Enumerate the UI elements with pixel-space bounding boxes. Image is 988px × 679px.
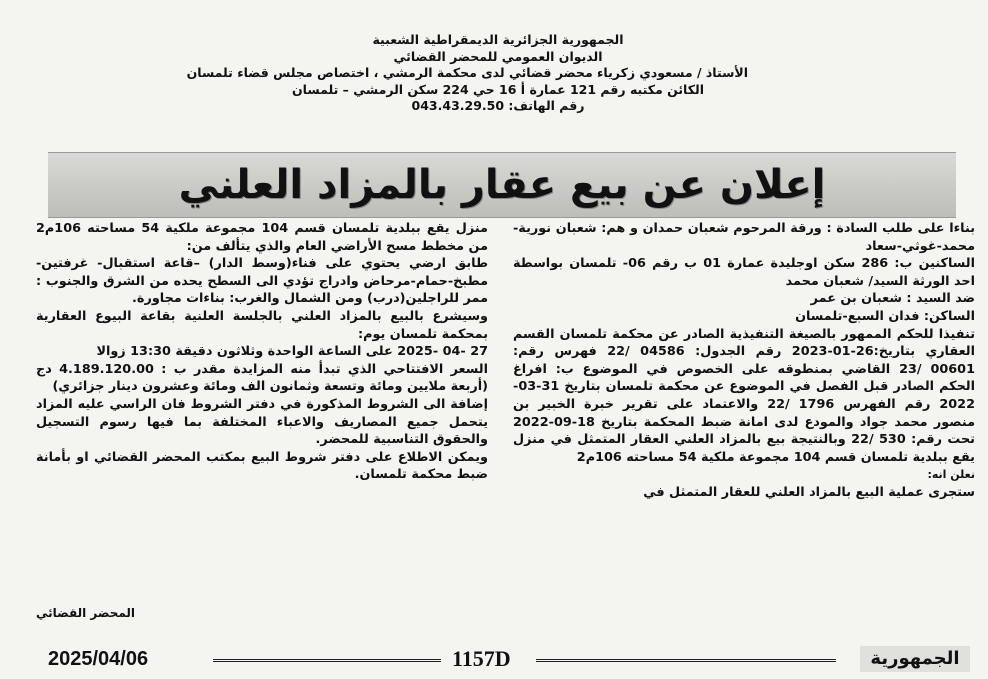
paragraph: طابق ارضي يحتوي على فناء(وسط الدار) –قاعة استقبال- غرفتين-مطبخ-حمام-مرحاض وادراج تؤدي الى السطح يحده من الشرق والجنوب : ممر للراجلين(درب) ومن الشمال والغرب: بناءات مجاورة. bbox=[36, 256, 488, 307]
signature: المحضر القضائي bbox=[36, 606, 136, 620]
notice-title: إعلان عن بيع عقار بالمزاد العلني bbox=[178, 162, 826, 208]
paragraph: ويمكن الاطلاع على دفتر شروط البيع بمكتب المحضر القضائي او بأمانة ضبط محكمة تلمسان. bbox=[36, 449, 488, 483]
header-address: الكائن مكتبه رقم 121 عمارة أ 16 حي 224 سكن الرمشي – تلمسان bbox=[292, 81, 704, 97]
paragraph: الساكنين ب: 286 سكن اوجليدة عمارة 01 ب رقم 06- تلمسان بواسطة احد الورثة السيد/ شعبان محمد bbox=[513, 256, 975, 289]
footer-rule bbox=[536, 659, 836, 662]
paragraph: إضافة الى الشروط المذكورة في دفتر الشروط فان الراسي عليه المزاد يتحمل جميع المصاريف والاعباء المختلفة بما فيها رسوم التسجيل والحقوق التناسبية للمحضر. bbox=[36, 396, 488, 448]
notice-header bbox=[186, 32, 748, 115]
header-phone: رقم الهاتف: 043.43.29.50 bbox=[411, 98, 585, 113]
legal-notice-page bbox=[8, 4, 980, 675]
left-column bbox=[36, 220, 488, 484]
paragraph: الساكن: فدان السبع-تلمسان bbox=[795, 308, 975, 324]
footer-page-number: 1157D bbox=[452, 646, 511, 671]
right-column bbox=[513, 220, 975, 502]
paragraph: منزل يقع ببلدية تلمسان قسم 104 مجموعة ملكية 54 مساحته 106م2 من مخطط مسح الأراضي العام والذي يتألف من: bbox=[36, 221, 488, 254]
paragraph: 27 -04 -2025 على الساعة الواحدة وثلاثون دقيقة 13:30 زوالا bbox=[96, 344, 488, 360]
title-banner bbox=[48, 152, 956, 218]
footer-rule bbox=[213, 659, 441, 662]
header-bailiff: الأستاذ / مسعودي زكرياء محضر قضائي لدى محكمة الرمشي ، اختصاص مجلس قضاء تلمسان bbox=[186, 65, 748, 80]
paragraph: تنفيذا للحكم الممهور بالصيغة التنفيذية الصادر عن محكمة تلمسان القسم العقاري بتاريخ:26-01-2023 رقم الجدول: 04586 /22 فهرس رقم: 00601 /23 القاضي بمنطوقه على الخصوص في الموضوع ب: افراغ الحكم الصادر قبل الفصل في الموضوع عن محكمة تلمسان بتاريخ 31-03-2022 رقم الفهرس 1796 /22 والاعتماد على تقرير خبرة الخبير بن منصور محمد جواد والمودع لدى امانة ضبط المحكمة بتاريخ 18-09-2022 تحت رقم: 530 /22 وبالنتيجة بيع بالمزاد العلني العقار المتمثل في منزل يقع ببلدية تلمسان قسم 104 مجموعة ملكية 54 مساحته 106م2 bbox=[513, 326, 975, 465]
paragraph: نعلن انه: bbox=[927, 468, 975, 482]
paragraph: بناءا على طلب السادة : ورقة المرحوم شعبان حمدان و هم: شعبان نورية-محمد-غوثي-سعاد bbox=[513, 221, 975, 254]
header-republic: الجمهورية الجزائرية الديمقراطية الشعبية bbox=[372, 32, 624, 47]
newspaper-logo: الجمهورية bbox=[860, 646, 970, 672]
paragraph: وسيشرع بالبيع بالمزاد العلني بالجلسة العلنية بقاعة البيوع العقارية بمحكمة تلمسان يوم: bbox=[36, 308, 488, 342]
paragraph: ضد السيد : شعبان بن عمر bbox=[810, 291, 975, 307]
paragraph: ستجرى عملية البيع بالمزاد العلني للعقار المتمثل في bbox=[643, 484, 975, 500]
paragraph: السعر الافتتاحي الذي تبدأ منه المزايدة مقدر ب : 4.189.120.00 دج (أربعة ملايين ومائة وتسعة وثمانون الف ومائة وعشرون دينار جزائري) bbox=[36, 361, 488, 395]
footer-date: 2025/04/06 bbox=[48, 648, 149, 670]
header-office: الديوان العمومي للمحضر القضائي bbox=[393, 48, 603, 64]
